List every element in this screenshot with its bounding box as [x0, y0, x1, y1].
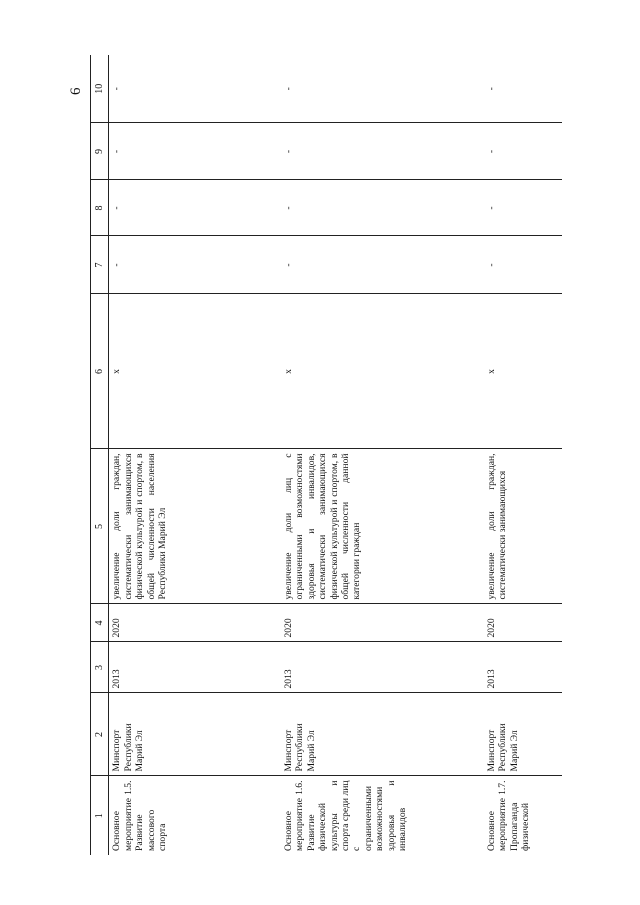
- measure-name-cell: Основное мероприятие 1.7. Пропаганда физической: [485, 780, 532, 851]
- header-cell: 8: [91, 180, 109, 236]
- start-year-cell: 2013: [109, 642, 281, 693]
- end-year-cell: 2020: [109, 604, 281, 642]
- measure-name-cell: Основное мероприятие 1.6. Развитие физической культуры и спорта среди лиц с ограниченными возможностями здоровья и инвалидов: [282, 780, 408, 851]
- table-header-row: [91, 55, 109, 855]
- dash-cell: -: [109, 180, 281, 236]
- dash-cell: -: [484, 123, 562, 180]
- dash-cell: -: [281, 123, 484, 180]
- executor-cell: Минспорт Республики Марий Эл: [281, 693, 484, 776]
- table-row: [484, 55, 562, 855]
- header-cell: 3: [91, 642, 109, 693]
- header-cell: 9: [91, 123, 109, 180]
- dash-cell: -: [109, 123, 281, 180]
- executor-cell: Минспорт Республики Марий Эл: [109, 693, 281, 776]
- expected-result-cell: увеличение доли лиц с ограниченными возможностями здоровья и инвалидов, систематически занимающихся физической культурой и спортом, в общей численности данной категории граждан: [281, 449, 484, 604]
- header-cell: 6: [91, 294, 109, 449]
- dash-cell: -: [109, 55, 281, 123]
- mark-cell: x: [281, 294, 484, 449]
- executor-cell: Минспорт Республики Марий Эл: [484, 693, 562, 776]
- mark-cell: x: [484, 294, 562, 449]
- header-cell: 7: [91, 236, 109, 294]
- header-cell: 4: [91, 604, 109, 642]
- table-row: [281, 55, 484, 855]
- dash-cell: -: [281, 236, 484, 294]
- dash-cell: -: [484, 236, 562, 294]
- expected-result-cell: увеличение доли граждан, систематически занимающихся физической культурой и спортом, в общей численности населения Республики Марий Эл: [109, 449, 281, 604]
- dash-cell: -: [109, 236, 281, 294]
- end-year-cell: 2020: [281, 604, 484, 642]
- start-year-cell: 2013: [484, 642, 562, 693]
- measure-name-cell: Основное мероприятие 1.5. Развитие массового спорта: [111, 780, 169, 851]
- end-year-cell: 2020: [484, 604, 562, 642]
- header-cell: 10: [91, 55, 109, 123]
- page-number: 6: [68, 87, 84, 95]
- dash-cell: -: [281, 55, 484, 123]
- program-table: [90, 55, 562, 855]
- header-cell: 5: [91, 449, 109, 604]
- dash-cell: -: [281, 180, 484, 236]
- mark-cell: x: [109, 294, 281, 449]
- table-row: [109, 55, 281, 855]
- expected-result-cell: увеличение доли граждан, систематически занимающихся: [484, 449, 562, 604]
- dash-cell: -: [484, 180, 562, 236]
- header-cell: 2: [91, 693, 109, 776]
- start-year-cell: 2013: [281, 642, 484, 693]
- header-cell: 1: [91, 776, 109, 855]
- dash-cell: -: [484, 55, 562, 123]
